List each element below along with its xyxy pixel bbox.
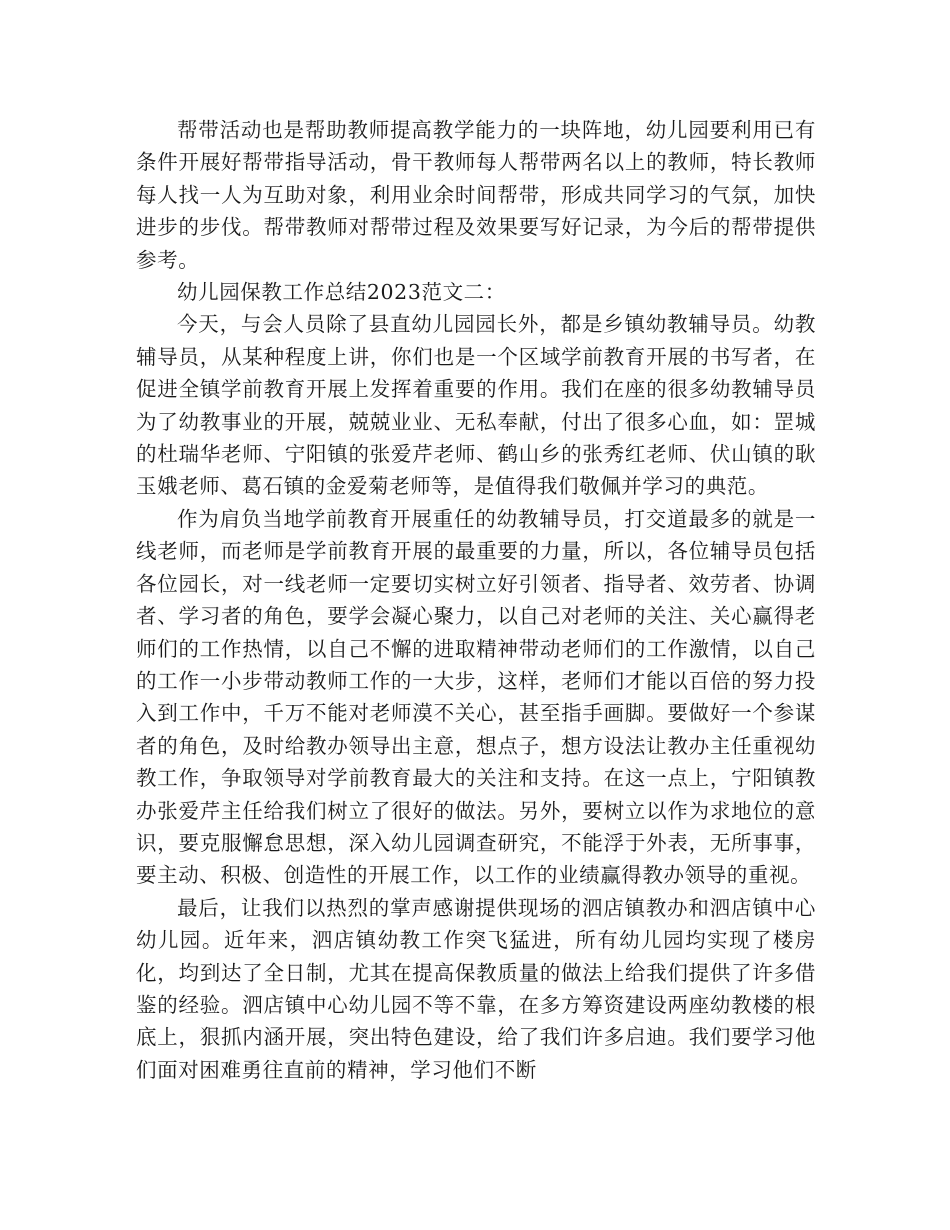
- paragraph-heading-sample-two: 幼儿园保教工作总结2023范文二：: [177, 280, 506, 305]
- document-body: [136, 114, 816, 1086]
- paragraph-closing-thanks: 最后，让我们以热烈的掌声感谢提供现场的泗店镇教办和泗店镇中心幼儿园。近年来，泗店镇幼教工作突飞猛进，所有幼儿园均实现了楼房化，均到达了全日制，尤其在提高保教质量的做法上给我们提供了许多借鉴的经验。泗店镇中心幼儿园不等不靠，在多方筹资建设两座幼教楼的根底上，狠抓内涵开展，突出特色建设，给了我们许多启迪。我们要学习他们面对困难勇往直前的精神，学习他们不断: [136, 895, 816, 1082]
- paragraph-attendees: 今天，与会人员除了县直幼儿园园长外，都是乡镇幼教辅导员。幼教辅导员，从某种程度上讲，你们也是一个区域学前教育开展的书写者，在促进全镇学前教育开展上发挥着重要的作用。我们在座的很多幼教辅导员为了幼教事业的开展，兢兢业业、无私奉献，付出了很多心血，如：罡城的杜瑞华老师、宁阳镇的张爱芹老师、鹤山乡的张秀红老师、伏山镇的耿玉娥老师、葛石镇的金爱菊老师等，是值得我们敬佩并学习的典范。: [136, 312, 816, 499]
- paragraph-counselor-role: 作为肩负当地学前教育开展重任的幼教辅导员，打交道最多的就是一线老师，而老师是学前教育开展的最重要的力量，所以，各位辅导员包括各位园长，对一线老师一定要切实树立好引领者、指导者、效劳者、协调者、学习者的角色，要学会凝心聚力，以自己对老师的关注、关心赢得老师们的工作热情，以自己不懈的进取精神带动老师们的工作激情，以自己的工作一小步带动教师工作的一大步，这样，老师们才能以百倍的努力投入到工作中，千万不能对老师漠不关心，甚至指手画脚。要做好一个参谋者的角色，及时给教办领导出主意，想点子，想方设法让教办主任重视幼教工作，争取领导对学前教育最大的关注和支持。在这一点上，宁阳镇教办张爱芹主任给我们树立了很好的做法。另外，要树立以作为求地位的意识，要克服懈怠思想，深入幼儿园调查研究，不能浮于外表，无所事事，要主动、积极、创造性的开展工作，以工作的业绩赢得教办领导的重视。: [136, 506, 816, 888]
- paragraph-mentoring: 帮带活动也是帮助教师提高教学能力的一块阵地，幼儿园要利用已有条件开展好帮带指导活动，骨干教师每人帮带两名以上的教师，特长教师每人找一人为互助对象，利用业余时间帮带，形成共同学习的气氛，加快进步的步伐。帮带教师对帮带过程及效果要写好记录，为今后的帮带提供参考。: [136, 118, 816, 272]
